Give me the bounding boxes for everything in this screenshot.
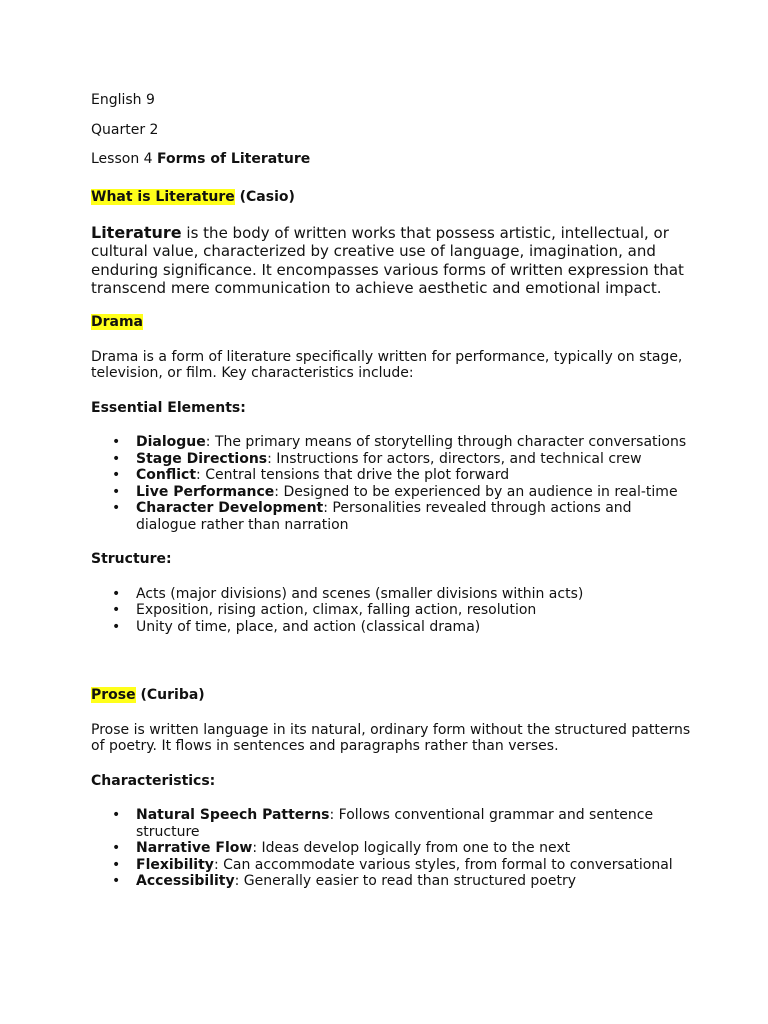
item-term: Stage Directions: [136, 450, 268, 467]
list-item: [136, 873, 691, 890]
item-desc: : Central tensions that drive the plot forward: [196, 467, 510, 484]
item-term: Natural Speech Patterns: [136, 807, 330, 824]
course-title: English 9: [91, 92, 155, 108]
lesson-title: Forms of Literature: [157, 151, 311, 167]
item-desc: : Can accommodate various styles, from formal to conversational: [213, 856, 673, 873]
list-item: • Acts (major divisions) and scenes (smaller divisions within acts): [136, 586, 691, 603]
list-item: [136, 807, 691, 840]
list-item: [136, 840, 691, 857]
item-desc: : Generally easier to read than structured poetry: [234, 873, 577, 890]
lesson-line: [91, 151, 691, 168]
essential-elements-list: [91, 434, 691, 533]
prose-author: (Curiba): [135, 687, 205, 704]
document-page: [91, 92, 691, 890]
item-desc: : Personalities revealed through actions and dialogue rather than narration: [136, 500, 632, 533]
item-term: Accessibility: [136, 873, 235, 890]
prose-intro: Prose is written language in its natural, ordinary form without the structured patterns of poetry. It flows in sentences and paragraphs rather than verses.: [91, 721, 691, 755]
item-desc: : Follows conventional grammar and sentence structure: [136, 807, 654, 840]
drama-heading-line: [91, 314, 691, 331]
essential-elements-heading: Essential Elements:: [91, 399, 246, 416]
structure-heading: Structure:: [91, 551, 172, 568]
prose-heading-line: [91, 687, 691, 704]
list-item: [136, 467, 691, 484]
item-desc: : Instructions for actors, directors, and technical crew: [267, 450, 642, 467]
lesson-prefix: Lesson 4: [91, 151, 158, 167]
list-item: [136, 484, 691, 501]
item-desc: : Ideas develop logically from one to the next: [252, 840, 571, 857]
drama-intro: Drama is a form of literature specifically written for performance, typically on stage, television, or film. Key characteristics include:: [91, 348, 683, 382]
item-term: Conflict: [136, 467, 197, 484]
literature-definition: [91, 224, 691, 297]
item-term: Dialogue: [136, 434, 206, 451]
list-item: • Exposition, rising action, climax, falling action, resolution: [136, 602, 691, 619]
item-desc: : Designed to be experienced by an audience in real-time: [274, 483, 678, 500]
literature-lead-term: Literature: [91, 223, 182, 242]
characteristics-list: [91, 807, 691, 890]
literature-definition-text: is the body of written works that possess artistic, intellectual, or cultural value, characterized by creative use of language, imagination, and enduring significance. It encompasses various forms of written expression that transcend mere communication to achieve aesthetic and emotional impact.: [91, 224, 684, 297]
characteristics-heading: Characteristics:: [91, 772, 216, 789]
literature-heading: What is Literature: [91, 188, 235, 205]
drama-heading: Drama: [91, 314, 144, 331]
list-item: [136, 500, 691, 533]
list-item: [136, 857, 691, 874]
literature-author: (Casio): [234, 188, 295, 205]
list-item: • Unity of time, place, and action (classical drama): [136, 619, 691, 636]
item-term: Flexibility: [136, 856, 214, 873]
item-term: Character Development: [136, 500, 324, 517]
literature-heading-line: [91, 189, 691, 206]
item-desc: : The primary means of storytelling through character conversations: [205, 434, 687, 451]
item-term: Narrative Flow: [136, 840, 253, 857]
item-term: Live Performance: [136, 483, 275, 500]
structure-list: [91, 586, 691, 636]
list-item: [136, 434, 691, 451]
prose-heading: Prose: [91, 687, 136, 704]
quarter-label: Quarter 2: [91, 121, 159, 138]
list-item: [136, 451, 691, 468]
